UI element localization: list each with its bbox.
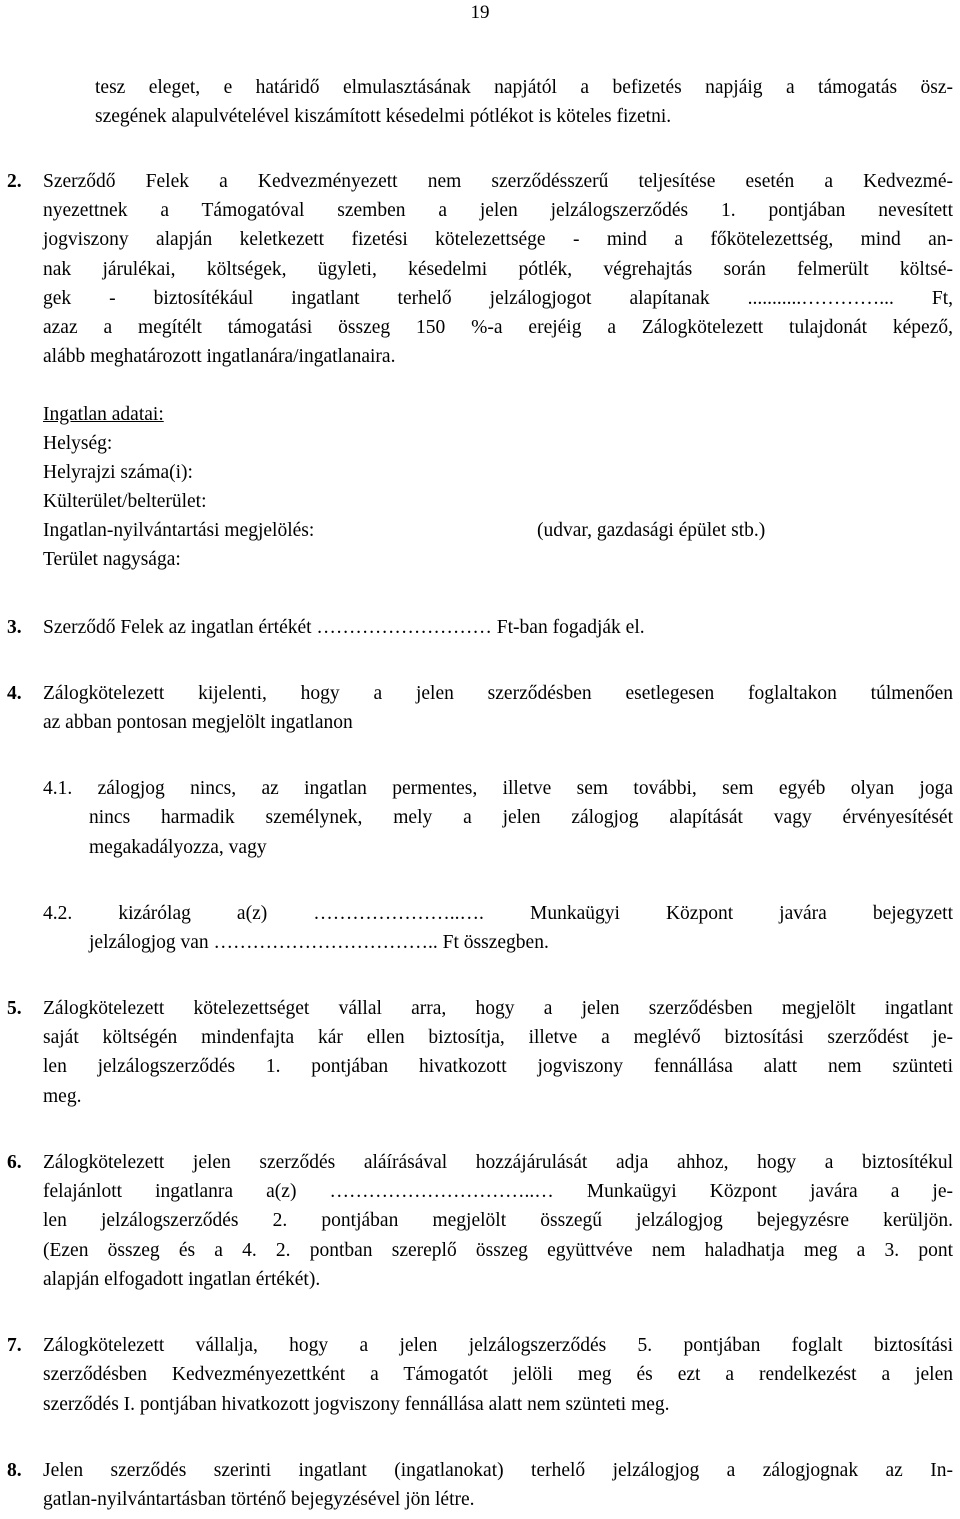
text-line: jelzálogjog van …………………………….. Ft összegben. — [89, 932, 549, 953]
page-number: 19 — [470, 2, 490, 23]
text-line: szerződésben Kedvezményezettként a Támogatót jelöli meg és ezt a rendelkezést a jelen — [43, 1364, 953, 1385]
section-number: 8. — [7, 1460, 22, 1481]
text-line: (Ezen összeg és a 4. 2. pontban szereplő összeg együttvéve nem haladhatja meg a 3. pont — [43, 1240, 953, 1261]
text-line: nak járulékai, költségek, ügyleti, késedelmi pótlék, végrehajtás során felmerült költsé- — [43, 259, 953, 280]
text-line: alább meghatározott ingatlanára/ingatlanaira. — [43, 346, 396, 367]
text-line: len jelzálogszerződés 2. pontjában megjelölt összegű jelzálogjog bejegyzésre kerüljön. — [43, 1210, 953, 1231]
text-line: Szerződő Felek az ingatlan értékét ……………………… Ft-ban fogadják el. — [43, 617, 645, 638]
text-line: Zálogkötelezett kijelenti, hogy a jelen szerződésben esetlegesen foglaltakon túlmenően — [43, 683, 953, 704]
section-number: 4. — [7, 683, 22, 704]
field-label-locality: Helység: — [43, 433, 113, 454]
text-line: gatlan-nyilvántartásban történő bejegyzésével jön létre. — [43, 1489, 475, 1510]
text-line: megakadályozza, vagy — [89, 837, 267, 858]
text-line: azaz a megítélt támogatási összeg 150 %-a erejéig a Zálogkötelezett tulajdonát képező, — [43, 317, 953, 338]
text-line: Zálogkötelezett vállalja, hogy a jelen jelzálogszerződés 5. pontjában foglalt biztosítási — [43, 1335, 953, 1356]
text-line: Jelen szerződés szerinti ingatlant (ingatlanokat) terhelő jelzálogjog a zálogjognak az In- — [43, 1460, 953, 1481]
field-note: (udvar, gazdasági épület stb.) — [537, 520, 766, 541]
text-line: jogviszony alapján keletkezett fizetési kötelezettsége - mind a főkötelezettség, mind an- — [43, 229, 953, 250]
section-number: 3. — [7, 617, 22, 638]
field-label-registry-designation: Ingatlan-nyilvántartási megjelölés: — [43, 520, 315, 541]
text-line: Szerződő Felek a Kedvezményezett nem szerződésszerű teljesítése esetén a Kedvezmé- — [43, 171, 953, 192]
text-line: szerződés I. pontjában hivatkozott jogviszony fennállása alatt nem szünteti meg. — [43, 1394, 670, 1415]
text-line: nincs harmadik személynek, mely a jelen zálogjog alapítását vagy érvényesítését — [89, 807, 953, 828]
text-line: saját költségén mindenfajta kár ellen biztosítja, illetve a meglévő biztosítási szerződést je- — [43, 1027, 953, 1048]
text-line: felajánlott ingatlanra a(z) …………………………..… Munkaügyi Központ javára a je- — [43, 1181, 953, 1202]
text-line: nyezettnek a Támogatóval szemben a jelen jelzálogszerződés 1. pontjában nevesített — [43, 200, 953, 221]
text-line: szegének alapulvételével kiszámított késedelmi pótlékot is köteles fizetni. — [95, 106, 672, 127]
field-label-area-type: Külterület/belterület: — [43, 491, 207, 512]
text-line: 4.1. zálogjog nincs, az ingatlan permentes, illetve sem további, sem egyéb olyan joga — [43, 778, 953, 799]
text-line: gek - biztosítékául ingatlant terhelő jelzálogjogot alapítanak ...........…………... Ft, — [43, 288, 953, 309]
text-line: meg. — [43, 1086, 82, 1107]
text-line: az abban pontosan megjelölt ingatlanon — [43, 712, 353, 733]
text-line: tesz eleget, e határidő elmulasztásának napjától a befizetés napjáig a támogatás ösz- — [95, 77, 953, 98]
text-line: Zálogkötelezett jelen szerződés aláírásával hozzájárulását adja ahhoz, hogy a biztosítékul — [43, 1152, 953, 1173]
text-line: alapján elfogadott ingatlan értékét). — [43, 1269, 321, 1290]
property-heading: Ingatlan adatai: — [43, 404, 164, 425]
text-line: 4.2. kizárólag a(z) …………………..…. Munkaügyi Központ javára bejegyzett — [43, 903, 953, 924]
section-number: 7. — [7, 1335, 22, 1356]
section-number: 2. — [7, 171, 22, 192]
field-label-area-size: Terület nagysága: — [43, 549, 181, 570]
text-line: Zálogkötelezett kötelezettséget vállal arra, hogy a jelen szerződésben megjelölt ingatlant — [43, 998, 953, 1019]
text-line: len jelzálogszerződés 1. pontjában hivatkozott jogviszony fennállása alatt nem szünteti — [43, 1056, 953, 1077]
section-number: 5. — [7, 998, 22, 1019]
field-label-parcel-number: Helyrajzi száma(i): — [43, 462, 193, 483]
section-number: 6. — [7, 1152, 22, 1173]
